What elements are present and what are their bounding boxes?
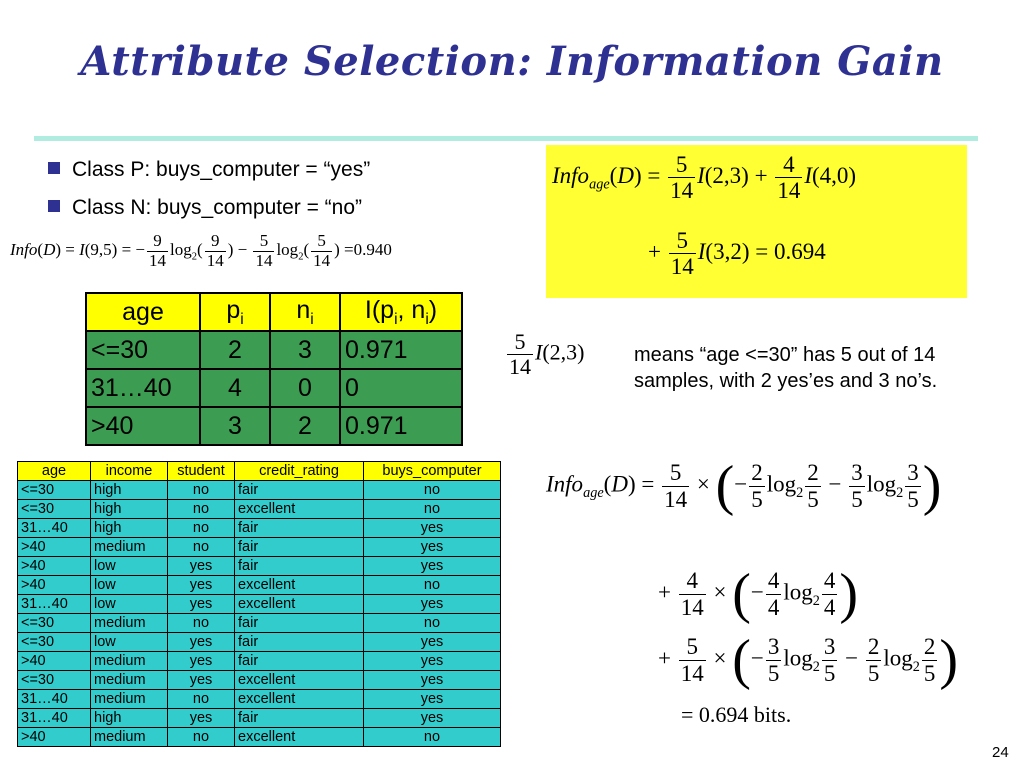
table-body [18, 481, 501, 747]
expanded-line-2: + $\frac{4}{14}$ × (− $\frac{4}{4}$ $\log_2$ $\frac{4}{4}$ ) [658, 563, 859, 625]
table-row [18, 614, 501, 633]
fraction: $\frac{4}{14}$ [680, 568, 704, 620]
table-cell: excellent [235, 728, 364, 747]
table-cell: fair [235, 538, 364, 557]
table-cell: no [364, 576, 501, 595]
table-cell: yes [364, 557, 501, 576]
table-cell: low [91, 633, 168, 652]
table-cell: yes [364, 595, 501, 614]
table-cell: fair [235, 519, 364, 538]
table-row [18, 557, 501, 576]
fraction: $\frac{5}{14}$ [670, 228, 694, 280]
header-age: age [18, 462, 91, 481]
table-cell: fair [235, 614, 364, 633]
table-row [18, 595, 501, 614]
header-income: income [91, 462, 168, 481]
table-cell: fair [235, 633, 364, 652]
info-arg: D [43, 240, 56, 260]
table-cell: medium [91, 728, 168, 747]
table-cell: yes [364, 538, 501, 557]
table-cell: yes [364, 519, 501, 538]
slide-title: Attribute Selection: Information Gain [80, 38, 944, 85]
table-cell: yes [364, 671, 501, 690]
table-cell: <=30 [18, 481, 91, 500]
table-cell: no [364, 728, 501, 747]
bullet-text: Class N: buys_computer = “no” [72, 196, 363, 219]
table-cell: no [364, 614, 501, 633]
header-age: age [86, 293, 200, 331]
table-header-row [86, 293, 462, 331]
info-d-formula: Info(D) = I(9,5) = − $\frac{9}{14}$ $\log_2$( $\frac{9}{14}$ ) − $\frac{5}{14}$ $\log_2$( $\frac{5}{14}$ ) =0.940 [10, 231, 392, 270]
table-header-row [18, 462, 501, 481]
table-cell: excellent [235, 595, 364, 614]
explanation-text: means “age <=30” has 5 out of 14 samples, with 2 yes’es and 3 no’s. [634, 344, 938, 392]
table-cell: yes [168, 671, 235, 690]
fraction: $\frac{2}{5}$ [751, 460, 763, 512]
table-cell: medium [91, 652, 168, 671]
info-result: 0.940 [353, 240, 392, 260]
table-cell: yes [364, 690, 501, 709]
table-row [18, 652, 501, 671]
table-cell: yes [168, 595, 235, 614]
table-cell: low [91, 557, 168, 576]
table-cell: 31…40 [18, 709, 91, 728]
table-cell: >40 [18, 538, 91, 557]
training-data-table [17, 461, 501, 747]
table-cell: fair [235, 557, 364, 576]
header-credit-rating: credit_rating [235, 462, 364, 481]
info-age-line-1: Info$_{age}$(D) = $\frac{5}{14}$ I(2,3) + $\frac{4}{14}$ I(4,0) [552, 152, 857, 204]
fraction: $\frac{5}{14}$ [255, 231, 273, 270]
expanded-result: = 0.694 bits. [681, 702, 792, 727]
table-cell: yes [168, 576, 235, 595]
header-i: $I(p_i$, $n_i$) [340, 293, 462, 331]
table-cell: <=30 [18, 500, 91, 519]
fraction: $\frac{5}{14}$ [664, 460, 688, 512]
fraction: $\frac{5}{14}$ [680, 634, 704, 686]
table-cell: excellent [235, 576, 364, 595]
table-row: >40 3 2 0.971 [86, 407, 462, 445]
table-cell: yes [168, 709, 235, 728]
header-student: student [168, 462, 235, 481]
expanded-line-1: Info$_{age}$(D) = $\frac{5}{14}$ × (− $\frac{2}{5}$ $\log_2$ $\frac{2}{5}$ − $\frac{3}{5}$ $\log_2$ $\frac{3}{5}$ ) [546, 455, 942, 517]
info-i-args: (9,5) [84, 240, 118, 260]
bullet-text: Class P: buys_computer = “yes” [72, 158, 371, 181]
table-cell: high [91, 481, 168, 500]
table-cell: <=30 [18, 633, 91, 652]
table-cell: yes [168, 633, 235, 652]
table-cell: >40 [18, 728, 91, 747]
table-cell: no [168, 519, 235, 538]
table-row [18, 519, 501, 538]
table-cell: yes [364, 633, 501, 652]
table-cell: yes [168, 652, 235, 671]
table-cell: 31…40 [18, 690, 91, 709]
fraction: $\frac{3}{5}$ [767, 634, 780, 686]
page-number: 24 [992, 744, 1009, 761]
title-divider [34, 136, 978, 141]
table-cell: no [168, 481, 235, 500]
fraction: $\frac{9}{14}$ [149, 231, 167, 270]
table-cell: yes [364, 652, 501, 671]
table-row [18, 690, 501, 709]
fraction: $\frac{5}{14}$ [670, 152, 694, 204]
bullet-class-n [48, 196, 362, 220]
fraction: $\frac{5}{14}$ [509, 329, 531, 380]
age-summary-table [85, 292, 463, 446]
table-cell: no [168, 500, 235, 519]
table-cell: no [364, 481, 501, 500]
table-cell: yes [168, 557, 235, 576]
fraction: $\frac{3}{5}$ [851, 460, 863, 512]
table-row [18, 538, 501, 557]
table-cell: excellent [235, 671, 364, 690]
table-cell: yes [364, 709, 501, 728]
table-row [18, 671, 501, 690]
table-cell: <=30 [18, 671, 91, 690]
table-cell: no [168, 614, 235, 633]
example-term: $\frac{5}{14}$ I(2,3) [509, 329, 585, 380]
table-cell: >40 [18, 576, 91, 595]
table-cell: high [91, 519, 168, 538]
table-cell: >40 [18, 652, 91, 671]
table-cell: fair [235, 652, 364, 671]
table-row [18, 576, 501, 595]
table-cell: no [364, 500, 501, 519]
table-cell: >40 [18, 557, 91, 576]
fraction: $\frac{3}{5}$ [823, 634, 836, 686]
header-n: $n_i$ [270, 293, 340, 331]
table-cell: fair [235, 481, 364, 500]
fraction: $\frac{9}{14}$ [206, 231, 224, 270]
table-cell: no [168, 728, 235, 747]
header-buys-computer: buys_computer [364, 462, 501, 481]
table-cell: excellent [235, 690, 364, 709]
table-row: 31…40 4 0 0 [86, 369, 462, 407]
bullet-class-p [48, 158, 370, 182]
table-cell: 31…40 [18, 595, 91, 614]
table-cell: medium [91, 538, 168, 557]
table-cell: no [168, 690, 235, 709]
table-cell: medium [91, 671, 168, 690]
table-cell: no [168, 538, 235, 557]
table-cell: high [91, 500, 168, 519]
fraction: $\frac{3}{5}$ [907, 460, 919, 512]
table-row [18, 728, 501, 747]
fraction: $\frac{2}{5}$ [807, 460, 819, 512]
table-cell: medium [91, 690, 168, 709]
table-cell: high [91, 709, 168, 728]
expanded-line-3: + $\frac{5}{14}$ × (− $\frac{3}{5}$ $\log_2$ $\frac{3}{5}$ − $\frac{2}{5}$ $\log_2$ $\frac{2}{5}$ ) [658, 629, 959, 691]
table-row [18, 633, 501, 652]
table-cell: excellent [235, 500, 364, 519]
table-row [18, 481, 501, 500]
table-row [18, 709, 501, 728]
fraction: $\frac{2}{5}$ [867, 634, 880, 686]
table-row [18, 500, 501, 519]
square-bullet-icon [48, 200, 60, 212]
fraction: $\frac{4}{4}$ [823, 568, 836, 620]
table-cell: low [91, 576, 168, 595]
fraction: $\frac{2}{5}$ [923, 634, 936, 686]
table-cell: low [91, 595, 168, 614]
info-label: Info [10, 240, 38, 260]
square-bullet-icon [48, 162, 60, 174]
header-p: $p_i$ [200, 293, 270, 331]
fraction: $\frac{4}{14}$ [777, 152, 801, 204]
table-cell: medium [91, 614, 168, 633]
fraction: $\frac{5}{14}$ [313, 231, 331, 270]
table-cell: 31…40 [18, 519, 91, 538]
info-age-line-2: + $\frac{5}{14}$ I(3,2) = 0.694 [648, 228, 826, 280]
table-cell: <=30 [18, 614, 91, 633]
fraction: $\frac{4}{4}$ [767, 568, 780, 620]
table-cell: fair [235, 709, 364, 728]
table-row: <=30 2 3 0.971 [86, 331, 462, 369]
